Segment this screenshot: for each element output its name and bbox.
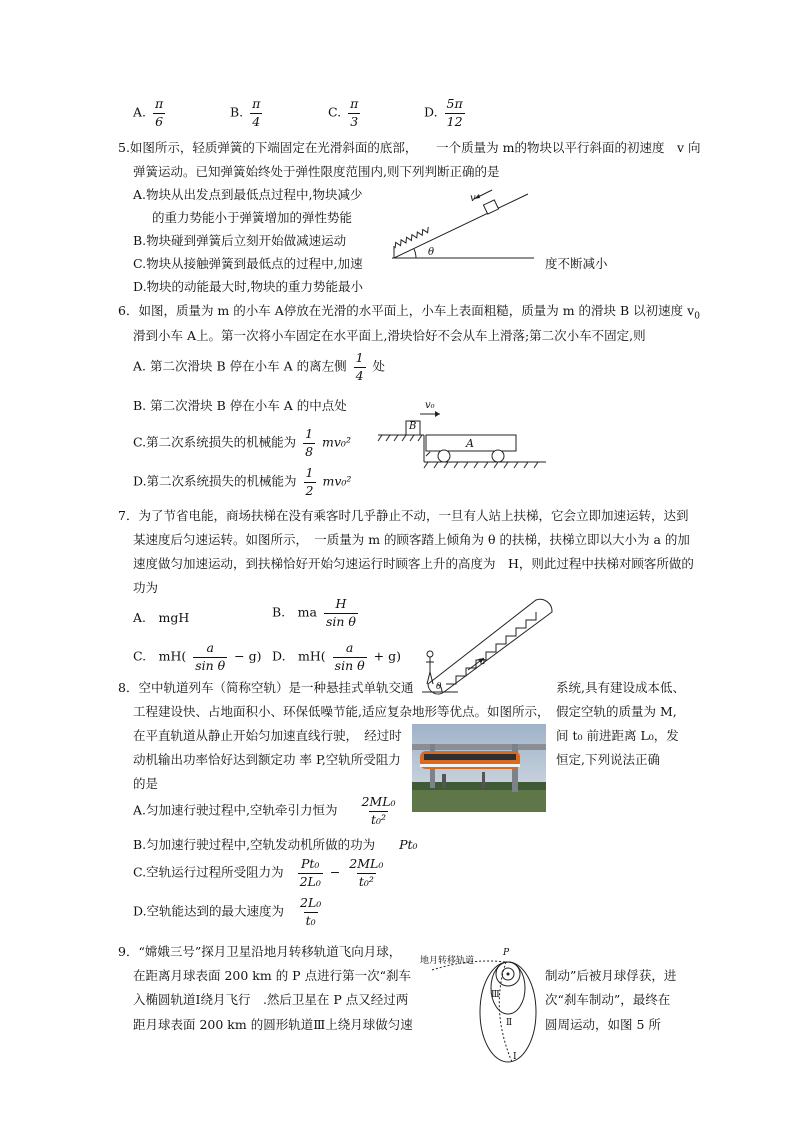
q8-stem-line2-right: 假定空轨的质量为 M, [556,704,677,719]
q4-option-c: C. $\frac{\pi}{3}$ [328,96,359,129]
q7-option-c: C. mH( $\frac{a}{\text{sin θ}}$ − g) [133,640,262,673]
q6-cart-a-label: A [466,437,474,450]
q6-option-b: B. 第二次滑块 B 停在小车 A 的中点处 [133,398,347,413]
q5-theta-label: θ [428,247,435,258]
q9-orbit-iii-label: Ⅲ [491,990,500,1000]
q8-stem-line1-right: 系统,具有建设成本低、 [556,680,685,695]
q8-stem-line3: 在平直轨道从静止开始匀加速直线行驶， 经过时 [133,728,402,743]
q5-stem-line1: 5.如图所示，轻质弹簧的下端固定在光滑斜面的底部， 一个质量为 m的物块以平行斜面的初速度 v 向 [118,140,701,155]
q6-v0-label: v₀ [425,400,435,411]
q7-stem-line2: 某速度后匀速运转。如图所示， 一质量为 m 的顾客踏上倾角为 θ 的扶梯，扶梯立即以大小为 a 的加 [133,532,690,547]
q5-option-c: C.物块从接触弹簧到最低点的过程中,加速 [133,256,363,271]
q4-option-b: B. $\frac{\pi}{4}$ [230,96,261,129]
q9-stem-line3-right: 次“刹车制动”，最终在 [545,992,671,1007]
q6-option-a: A. 第二次滑块 B 停在小车 A 的离左侧 $\frac{1}{4}$ 处 [133,350,386,383]
q9-orbit-figure [420,950,540,1065]
q5-option-c-tail: 度不断减小 [545,256,608,271]
q8-stem-line1: 8．空中轨道列车（简称空轨）是一种悬挂式单轨交通 [118,680,414,695]
q6-stem-line1: 6．如图，质量为 m 的小车 A停放在光滑的水平面上，小车上表面粗糙，质量为 m 的滑块 B 以初速度 $v_0$ [118,303,700,322]
q8-monorail-photo [412,724,546,812]
q9-stem-line4-right: 圆周运动，如图 5 所 [545,1017,661,1032]
q9-orbit-ii-label: Ⅱ [506,1018,513,1028]
q5-option-d: D.物块的动能最大时,物块的重力势能最小 [133,279,364,294]
q6-option-c: C.第二次系统损失的机械能为 $\frac{1}{8}$ mv₀² [133,426,351,459]
q6-option-d: D.第二次系统损失的机械能为 $\frac{1}{2}$ mv₀² [133,465,352,498]
q9-stem-line2-right: 制动”后被月球俘获，进 [545,968,677,983]
q8-option-b: B.匀加速行驶过程中,空轨发动机所做的功为 Pt₀ [133,837,418,852]
q7-accel-label: a [480,657,486,667]
q5-velocity-label: v [470,193,476,204]
q4-option-a: A. $\frac{\pi}{6}$ [133,96,164,129]
q7-option-b: B. ma $\frac{H}{\text{sin θ}}$ [272,596,356,629]
q9-stem-line1: 9．“嫦娥三号”探月卫星沿地月转移轨道飞向月球， [118,944,402,959]
q6-stem-line2: 滑到小车 A上。第一次将小车固定在水平面上,滑块恰好不会从车上滑落;第二次小车不固定,则 [133,328,646,343]
q6-block-b-label: B [409,421,417,432]
q4-option-d: D. $\frac{5\pi}{12}$ [424,96,463,129]
q8-option-d: D.空轨能达到的最大速度为 $\frac{\text{2L₀}}{\text{t₀}}$ [133,895,322,928]
q8-option-a: A.匀加速行驶过程中,空轨牵引力恒为 $\frac{\text{2ML₀}}{\text{t₀²}}$ [133,794,396,827]
q7-stem-line3: 速度做匀加速运动，到扶梯恰好开始匀速运行时顾客上升的高度为 H，则此过程中扶梯对顾客所做的 [133,556,694,571]
q6-cart-figure [376,400,548,472]
q7-stem-line4: 功为 [133,580,159,595]
q9-stem-line4: 距月球表面 200 km 的圆形轨道Ⅲ上绕月球做匀速 [133,1017,413,1032]
q7-stem-line1: 7．为了节省电能，商场扶梯在没有乘客时几乎静止不动，一旦有人站上扶梯，它会立即加速运转，达到 [118,508,689,523]
q7-theta-label: θ [436,682,442,692]
q8-stem-line5: 的是 [133,776,159,791]
q7-option-d: D. mH( $\frac{a}{\text{sin θ}}$ + g) [272,640,401,673]
q9-stem-line3: 入椭圆轨道Ⅰ绕月飞行 .然后卫星在 P 点又经过两 [133,992,409,1007]
q5-incline-figure [388,188,536,264]
q9-point-p-label: P [503,948,510,958]
q7-escalator-figure [418,588,558,696]
q8-stem-line4: 动机输出功率恰好达到额定功 率 P,空轨所受阻力 [133,752,401,767]
q5-option-a-line1: A.物块从出发点到最低点过程中,物块减少 [133,187,363,202]
q8-stem-line4-right: 恒定,下列说法正确 [556,752,660,767]
q9-transfer-orbit-label: 地月转移轨道 [420,956,475,966]
q8-option-c: C.空轨运行过程所受阻力为 $\frac{\text{Pt₀}}{\text{2L₀}}$ − $\frac{\text{2ML₀}}{\text{t₀²}}$ [133,856,384,889]
q8-stem-line2: 工程建设快、占地面积小、环保低噪节能,适应复杂地形等优点。如图所示， [133,704,550,719]
q9-orbit-i-label: Ⅰ [513,1052,517,1062]
q8-stem-line3-right: 间 t₀ 前进距离 L₀，发 [556,728,679,743]
q5-option-b: B.物块碰到弹簧后立刻开始做减速运动 [133,233,347,248]
q5-option-a-line2: 的重力势能小于弹簧增加的弹性势能 [152,210,353,225]
q5-stem-line2: 弹簧运动。已知弹簧始终处于弹性限度范围内,则下列判断正确的是 [133,164,500,179]
q7-option-a: A. mgH [133,610,190,625]
q9-stem-line2: 在距离月球表面 200 km 的 P 点进行第一次“刹车 [133,968,411,983]
